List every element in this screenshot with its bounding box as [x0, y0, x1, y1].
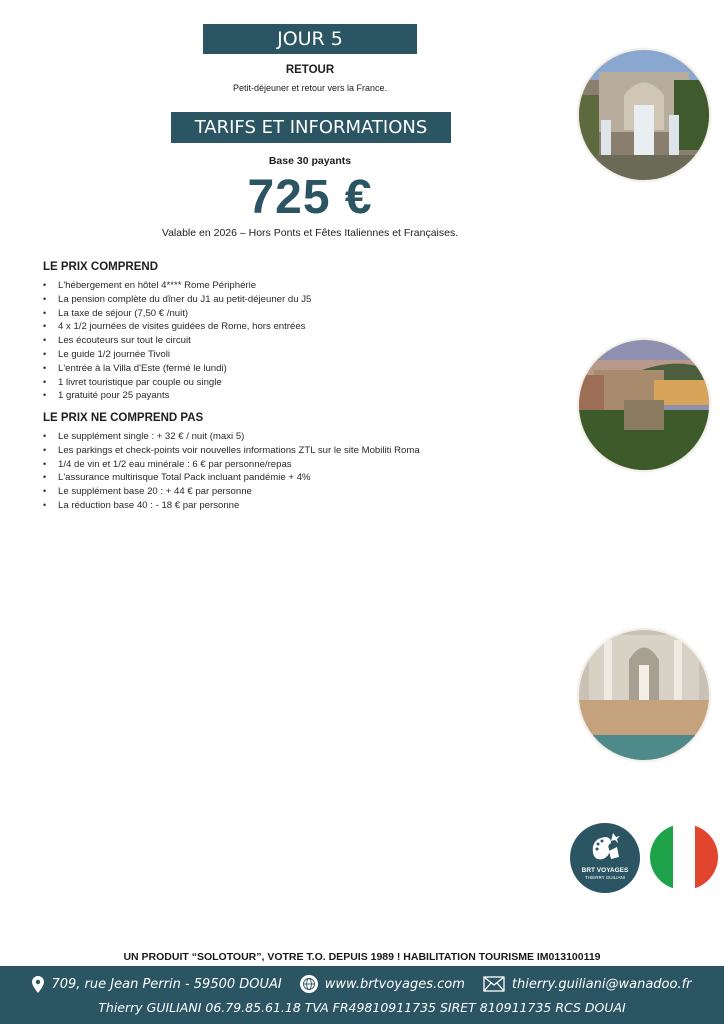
website-link[interactable]: www.brtvoyages.com: [324, 976, 465, 992]
list-item-text: 1/4 de vin et 1/2 eau minérale : 6 € par personne/repas: [58, 458, 292, 470]
bullet-icon: •: [43, 444, 47, 455]
logo-name: BRT VOYAGES: [581, 867, 629, 874]
list-item: [43, 307, 311, 321]
list-item: [43, 485, 420, 499]
list-item-text: Le guide 1/2 journée Tivoli: [58, 348, 171, 360]
bullet-icon: •: [43, 472, 47, 483]
footer-legal: Thierry GUILIANI 06.79.85.61.18 TVA FR49810911735 SIRET 810911735 RCS DOUAI: [98, 1000, 626, 1015]
list-item: [43, 320, 311, 334]
list-item: [43, 279, 311, 293]
excluded-title: LE PRIX NE COMPREND PAS: [43, 412, 204, 424]
day-description: Petit-déjeuner et retour vers la France.: [232, 83, 388, 93]
included-list: [43, 279, 311, 403]
list-item-text: L'entrée à la Villa d'Este (fermé le lundi): [58, 362, 227, 374]
logo-subtitle: THIERRY GUILIANI: [584, 875, 626, 880]
list-item: [43, 471, 420, 485]
map-pin-icon: [32, 976, 44, 993]
list-item-text: Les écouteurs sur tout le circuit: [58, 335, 191, 347]
list-item: [43, 389, 311, 403]
bullet-icon: •: [43, 348, 47, 359]
bullet-icon: •: [43, 431, 47, 441]
list-item-text: Le supplément single : + 32 € / nuit (maxi 5): [58, 431, 245, 442]
bullet-icon: •: [43, 499, 47, 510]
trevi-fountain-photo: [579, 630, 709, 760]
list-item-text: L'hébergement en hôtel 4**** Rome Périphérie: [58, 280, 257, 291]
villa-deste-fountain-photo: [579, 50, 709, 180]
list-item: [43, 348, 311, 362]
list-item-text: La pension complète du dîner du J1 au petit-déjeuner du J5: [58, 293, 312, 305]
list-item: [43, 362, 311, 376]
list-item-text: La taxe de séjour (7,50 € /nuit): [58, 307, 189, 319]
bullet-icon: •: [43, 486, 47, 497]
tarifs-banner: TARIFS ET INFORMATIONS: [171, 112, 451, 143]
tivoli-village-photo: [579, 340, 709, 470]
price-base: Base 30 payants: [268, 155, 352, 167]
list-item-text: L'assurance multirisque Total Pack incluant pandémie + 4%: [58, 472, 311, 484]
price-value: 725 €: [247, 171, 373, 224]
list-item-text: 1 livret touristique par couple ou single: [58, 376, 222, 388]
footer-website[interactable]: [300, 975, 465, 993]
list-item-text: Les parkings et check-points voir nouvelles informations ZTL sur le site Mobiliti Roma: [58, 444, 420, 456]
list-item-text: Le supplément base 20 : + 44 € par personne: [58, 486, 252, 498]
bullet-icon: •: [43, 335, 47, 346]
list-item-text: 1 gratuité pour 25 payants: [58, 390, 170, 402]
list-item: [43, 499, 420, 513]
included-title: LE PRIX COMPREND: [43, 261, 159, 273]
email-link[interactable]: thierry.guiliani@wanadoo.fr: [511, 976, 692, 992]
bullet-icon: •: [43, 307, 47, 318]
bullet-icon: •: [43, 321, 47, 332]
footer: [0, 966, 724, 1024]
footer-email[interactable]: [483, 976, 692, 992]
bullet-icon: •: [43, 362, 47, 373]
day-title: RETOUR: [285, 64, 335, 76]
excluded-list: [43, 430, 420, 513]
bullet-icon: •: [43, 280, 47, 290]
footer-address: [32, 976, 281, 993]
list-item: [43, 458, 420, 472]
list-item: [43, 293, 311, 307]
brt-voyages-logo: [570, 823, 640, 893]
address-text: 709, rue Jean Perrin - 59500 DOUAI: [51, 976, 282, 992]
italy-flag-icon: [650, 824, 718, 890]
globe-icon: [300, 975, 318, 993]
list-item: [43, 334, 311, 348]
bullet-icon: •: [43, 458, 47, 469]
list-item: [43, 444, 420, 458]
list-item-text: 4 x 1/2 journées de visites guidées de Rome, hors entrées: [58, 321, 306, 333]
list-item: [43, 430, 420, 444]
envelope-icon: [483, 976, 505, 992]
palette-plane-icon: [589, 831, 623, 865]
bullet-icon: •: [43, 293, 47, 304]
day-banner: JOUR 5: [203, 24, 417, 54]
list-item-text: La réduction base 40 : - 18 € par personne: [58, 499, 240, 511]
bullet-icon: •: [43, 390, 47, 401]
price-validity: Valable en 2026 – Hors Ponts et Fêtes Italiennes et Françaises.: [161, 227, 459, 239]
list-item: [43, 376, 311, 390]
bullet-icon: •: [43, 376, 47, 387]
footer-contact-row: [0, 975, 724, 993]
tagline: UN PRODUIT “SOLOTOUR”, VOTRE T.O. DEPUIS 1989 ! HABILITATION TOURISME IM013100119: [123, 951, 601, 963]
